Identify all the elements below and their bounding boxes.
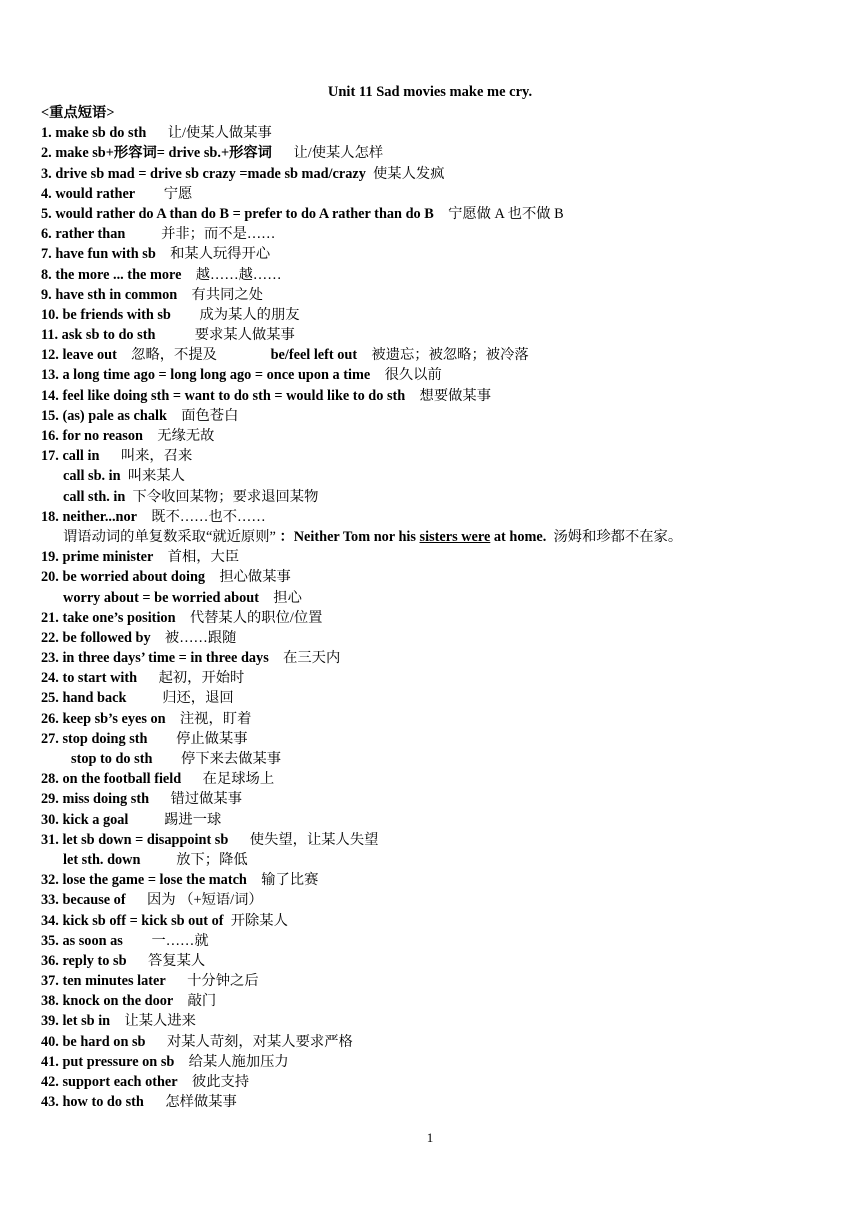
item-chinese: 很久以前 [384,367,442,384]
item-english: put pressure on sb [62,1053,175,1070]
item-chinese: 因为 （+短语/词） [147,892,263,909]
item-number: 12. [41,347,59,364]
item-number: 17. [41,448,59,465]
item-english: would rather [55,185,136,202]
item-chinese: 和某人玩得开心 [170,246,271,263]
item-number: 33. [41,892,59,909]
item-english: take one’s position [62,609,176,626]
item-english: the more ... the more [55,266,182,283]
list-item [41,365,851,385]
item-chinese: 一……就 [151,932,209,949]
item-english: in three days’ time = in three days [62,650,269,667]
item-number: 6. [41,226,52,243]
item-number: 36. [41,952,59,969]
item-english: hand back [62,690,127,707]
item-english: lose the game = lose the match [62,872,247,889]
item-chinese: 忽略，不提及 [131,347,217,364]
item-number: 10. [41,306,59,323]
item-chinese: 敲门 [187,993,217,1010]
item-chinese: 注视，盯着 [179,710,252,727]
item-english: as soon as [62,932,123,949]
list-subitem [41,527,851,547]
item-chinese: 开除某人 [230,912,288,929]
item-english: rather than [55,226,126,243]
item-english: let sb in [62,1013,111,1030]
section-heading: <重点短语> [41,105,115,121]
item-english: let sb down = disappoint sb [62,831,229,848]
item-chinese: 停下来去做某事 [181,751,282,767]
item-english: kick sb off = kick sb out of [62,912,224,929]
item-number: 7. [41,246,52,263]
item-number: 34. [41,912,59,929]
list-item [41,547,851,567]
item-chinese: 放下；降低 [176,851,248,868]
list-subitem [41,588,851,608]
list-item [41,789,851,809]
list-item [41,688,851,708]
item-english: miss doing sth [62,791,150,808]
item-chinese: 担心做某事 [219,569,291,586]
item-number: 26. [41,710,59,727]
item-english: ：Neither Tom nor his [279,528,416,545]
item-number: 40. [41,1033,59,1050]
item-english: how to do sth [62,1094,144,1111]
item-chinese: 并非；而不是…… [161,226,276,243]
item-chinese: 输了比赛 [261,872,319,889]
item-chinese: 停止做某事 [176,730,248,747]
item-chinese: 让/使某人做某事 [167,125,272,142]
list-item [41,285,851,305]
item-chinese: 让某人进来 [124,1013,196,1030]
list-item [41,830,851,850]
list-subitem [41,487,851,507]
item-chinese: 使某人发疯 [373,165,445,182]
item-english: because of [62,892,126,909]
item-english-2: be/feel left out [270,347,358,364]
item-chinese: 答复某人 [147,952,206,969]
list-item [41,567,851,587]
item-english: be friends with sb [62,306,171,323]
item-english: a long time ago = long long ago = once upon a time [62,367,371,384]
list-item [41,1052,851,1072]
item-chinese: 彼此支持 [191,1074,250,1090]
item-chinese-2: 被遗忘；被忽略；被冷落 [371,347,529,364]
item-english: make sb+形容词= drive sb.+形容词 [55,145,272,162]
item-number: 27. [41,730,59,747]
item-english: would rather do A than do B = prefer to do A rather than do B [55,205,434,222]
list-item [41,1032,851,1052]
item-chinese: 下令收回某物；要求退回某物 [132,488,319,505]
item-english: stop doing sth [62,730,148,747]
item-number: 21. [41,609,59,626]
item-chinese: 有共同之处 [191,286,264,303]
list-item [41,204,851,224]
list-item [41,870,851,890]
item-number: 9. [41,286,52,303]
item-chinese: 宁愿 [163,185,193,202]
item-english: ask sb to do sth [61,327,156,344]
item-english: support each other [62,1074,178,1090]
item-chinese: 想要做某事 [419,387,492,404]
list-item [41,305,851,325]
page-title: Unit 11 Sad movies make me cry. [327,84,533,100]
item-chinese: 首相，大臣 [167,549,240,566]
item-number: 8. [41,266,52,283]
item-english: prime minister [62,549,154,566]
list-item [41,325,851,345]
item-chinese: 归还，退回 [162,690,234,707]
item-chinese-3: 汤姆和珍都不在家。 [553,528,683,545]
item-english: be followed by [62,629,151,646]
item-number: 5. [41,205,52,222]
list-subitem [41,466,851,486]
item-number: 25. [41,690,59,707]
item-number: 43. [41,1094,59,1111]
item-number: 11. [41,327,59,344]
list-item [41,164,851,184]
item-number: 31. [41,831,59,848]
item-english: leave out [62,347,117,364]
list-item [41,507,851,527]
item-english: kick a goal [62,811,129,828]
list-item [41,931,851,951]
item-english: stop to do sth [71,751,153,767]
item-english: make sb do sth [55,125,147,142]
item-number: 29. [41,791,59,808]
item-chinese: 使失望，让某人失望 [249,831,379,848]
item-number: 3. [41,165,52,182]
item-number: 18. [41,508,59,525]
item-chinese: 成为某人的朋友 [199,306,300,323]
item-chinese: 代替某人的职位/位置 [189,609,323,626]
item-number: 35. [41,932,59,949]
list-item [41,123,851,143]
item-chinese: 十分钟之后 [187,973,259,990]
item-english: feel like doing sth = want to do sth = would like to do sth [62,387,406,404]
item-number: 32. [41,872,59,889]
underlined-text: sisters were [419,528,491,545]
list-item [41,406,851,426]
list-subitem [41,850,851,870]
list-item [41,608,851,628]
item-chinese: 错过做某事 [170,791,242,808]
item-chinese: 起初，开始时 [158,670,245,687]
item-english: (as) pale as chalk [62,407,167,424]
item-number: 42. [41,1074,59,1090]
item-english: call sth. in [63,488,126,505]
list-item [41,1011,851,1031]
item-chinese: 宁愿做 A 也不做 B [448,205,564,222]
item-english: on the football field [62,771,182,788]
list-item [41,668,851,688]
item-chinese: 叫来某人 [127,468,185,485]
phrase-list [41,103,851,1112]
list-item [41,143,851,163]
item-chinese: 面色苍白 [181,407,239,424]
item-english: keep sb’s eyes on [62,710,166,727]
item-english: knock on the door [62,993,174,1010]
item-english: be hard on sb [62,1033,146,1050]
list-item [41,224,851,244]
item-number: 23. [41,650,59,667]
item-english: reply to sb [62,952,127,969]
list-item [41,769,851,789]
list-item [41,446,851,466]
list-item [41,265,851,285]
item-number: 24. [41,670,59,687]
list-item [41,426,851,446]
item-number: 22. [41,629,59,646]
list-item [41,244,851,264]
item-chinese: 踢进一球 [164,811,222,828]
list-item [41,1072,851,1092]
list-item [41,810,851,830]
item-chinese: 被……跟随 [164,629,237,646]
list-item [41,729,851,749]
page-number: 1 [426,1130,434,1145]
item-chinese: 怎样做某事 [165,1094,237,1111]
item-english: worry about = be worried about [63,589,259,606]
list-item [41,709,851,729]
item-number: 39. [41,1013,59,1030]
item-english: neither...nor [62,508,137,525]
item-number: 1. [41,125,52,142]
list-item [41,971,851,991]
item-chinese: 在三天内 [283,650,341,667]
item-chinese: 既不……也不…… [151,508,266,525]
item-number: 4. [41,185,52,202]
item-english: call sb. in [63,468,121,485]
item-english: to start with [62,670,138,687]
item-number: 30. [41,811,59,828]
item-chinese: 让/使某人怎样 [293,145,384,162]
item-chinese: 在足球场上 [202,771,275,788]
list-item [41,386,851,406]
item-number: 19. [41,549,59,566]
item-chinese: 无缘无故 [157,428,215,444]
item-english: for no reason [62,428,143,444]
item-english: have sth in common [55,286,178,303]
list-item [41,1092,851,1112]
list-subitem [41,749,851,769]
item-chinese: 要求某人做某事 [194,327,295,344]
item-number: 14. [41,387,59,404]
item-chinese: 谓语动词的单复数采取“就近原则” [63,528,276,545]
item-number: 28. [41,771,59,788]
item-english: be worried about doing [62,569,206,586]
list-item [41,991,851,1011]
list-item [41,628,851,648]
item-chinese: 担心 [273,589,302,606]
item-english: ten minutes later [62,973,166,990]
list-item [41,184,851,204]
item-number: 37. [41,973,59,990]
item-number: 41. [41,1053,59,1070]
item-english: have fun with sb [55,246,156,263]
item-english: drive sb mad = drive sb crazy =made sb mad/crazy [55,165,366,182]
item-chinese: 叫来，召来 [120,448,193,465]
item-number: 2. [41,145,52,162]
item-chinese: 越……越…… [195,266,282,283]
list-item [41,951,851,971]
item-chinese: 对某人苛刻，对某人要求严格 [166,1033,353,1050]
item-number: 13. [41,367,59,384]
item-chinese: 给某人施加压力 [188,1053,289,1070]
list-item [41,911,851,931]
list-item [41,345,851,365]
item-number: 16. [41,428,59,444]
item-number: 15. [41,407,59,424]
list-item [41,648,851,668]
item-number: 38. [41,993,59,1010]
item-number: 20. [41,569,59,586]
list-item [41,890,851,910]
item-english-3: at home. [493,528,547,545]
item-english: call in [62,448,100,465]
item-english: let sth. down [63,851,141,868]
